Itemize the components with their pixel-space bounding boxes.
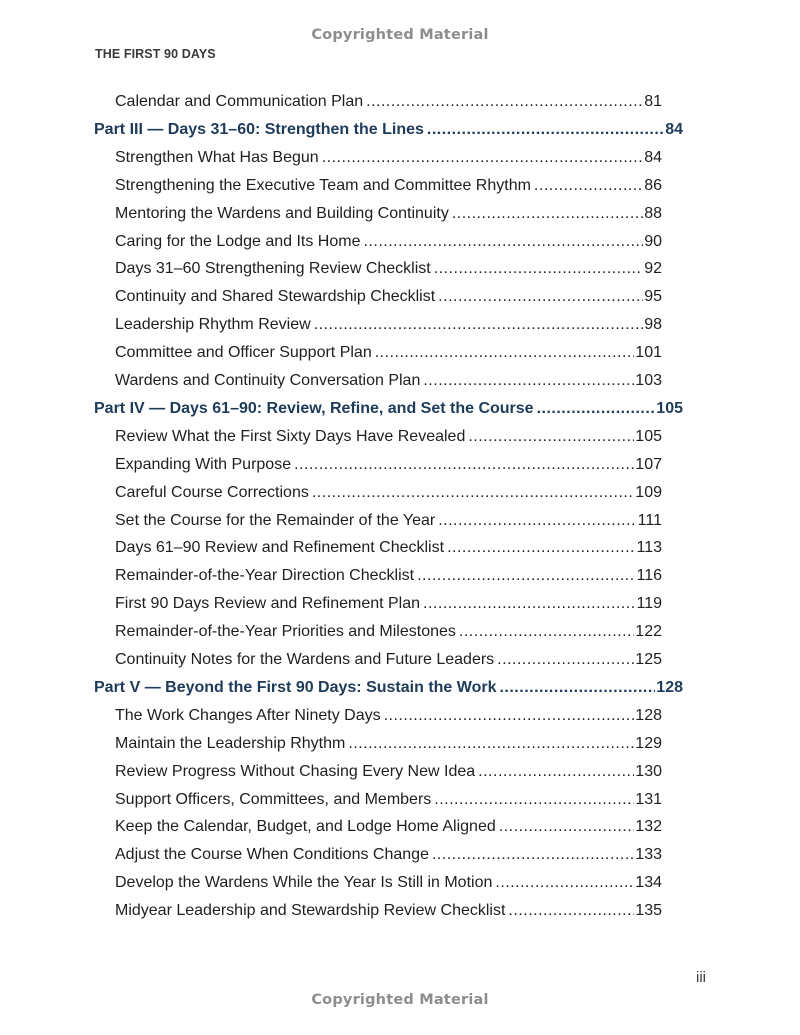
dot-leader [314,314,644,336]
toc-part-heading [94,119,683,141]
dot-leader [459,621,634,643]
toc-entry-page: 135 [635,902,662,920]
toc-entry [115,482,662,504]
copyright-notice-top: Copyrighted Material [311,27,489,43]
toc-entry [115,844,662,866]
toc-entry-page: 84 [665,120,683,138]
toc-entry-title: Adjust the Course When Conditions Change [115,846,429,864]
dot-leader [495,872,634,894]
toc-entry-title: Strengthening the Executive Team and Committee Rhythm [115,176,531,194]
toc-entry [115,872,662,894]
toc-entry-title: Mentoring the Wardens and Building Continuity [115,204,449,222]
toc-entry-title: Remainder-of-the-Year Priorities and Milestones [115,623,456,641]
dot-leader [452,203,643,225]
toc-entry-page: 128 [635,706,662,724]
dot-leader [423,593,635,615]
toc-entry-title: Expanding With Purpose [115,455,292,473]
dot-leader [427,119,664,141]
toc-entry-title: Remainder-of-the-Year Direction Checklist [115,567,415,585]
toc-entry-title: Set the Course for the Remainder of the Year [115,511,436,529]
toc-entry-title: Midyear Leadership and Stewardship Review Checklist [115,902,506,920]
toc-entry [115,342,662,364]
toc-entry-page: 133 [635,846,662,864]
toc-entry-title: Wardens and Continuity Conversation Plan [115,372,421,389]
dot-leader [438,286,643,308]
toc-entry-title: Part V — Beyond the First 90 Days: Sustain the Work [94,678,497,696]
toc-entry-title: Support Officers, Committees, and Members [115,790,432,808]
toc-entry [115,314,662,336]
toc-entry-page: 95 [644,288,662,306]
toc-entry-page: 116 [636,567,662,585]
toc-entry [115,510,662,532]
dot-leader [438,510,636,532]
toc-entry-title: The Work Changes After Ninety Days [115,706,381,724]
dot-leader [312,482,634,504]
toc-entry-title: Part IV — Days 61–90: Review, Refine, and Set the Course [94,399,534,417]
dot-leader [434,789,634,811]
toc-entry-page: 132 [635,818,662,836]
toc-entry-page: 81 [644,93,662,110]
dot-leader [434,258,643,280]
toc-entry-title: Continuity and Shared Stewardship Checklist [115,288,436,306]
toc-entry-page: 109 [635,483,662,501]
toc-entry-page: 129 [635,734,662,752]
toc-entry [115,203,662,225]
toc-entry [115,286,662,308]
toc-entry [115,454,662,476]
toc-entry-page: 105 [635,427,662,445]
toc-entry-title: Develop the Wardens While the Year Is Still in Motion [115,874,493,892]
dot-leader [534,175,643,197]
toc-entry-page: 131 [635,790,662,808]
dot-leader [478,761,634,783]
toc-entry [115,147,662,169]
dot-leader [423,370,634,392]
copyright-notice-bottom: Copyrighted Material [311,992,489,1008]
toc-part-heading [94,398,683,420]
toc-entry-page: 86 [644,176,662,194]
toc-entry-page: 111 [637,511,662,529]
page-number: iii [696,969,706,986]
dot-leader [432,844,634,866]
toc-entry [115,91,662,113]
toc-part-heading [94,677,683,699]
toc-entry-title: Days 31–60 Strengthening Review Checklist [115,260,431,278]
toc-entry-page: 130 [635,762,662,780]
toc-entry [115,175,662,197]
toc-entry [115,761,662,783]
toc-entry-page: 122 [635,623,662,641]
dot-leader [417,565,635,587]
toc-entry [115,649,662,671]
toc-entry-title: Keep the Calendar, Budget, and Lodge Home Aligned [115,818,496,836]
dot-leader [499,816,635,838]
toc-entry-title: Leadership Rhythm Review [115,316,311,334]
toc-entry [115,258,662,280]
dot-leader [499,677,655,699]
toc-entry-title: Calendar and Communication Plan [115,93,364,110]
toc-entry-page: 98 [644,316,662,334]
toc-entry-title: Review Progress Without Chasing Every New Idea [115,762,476,780]
dot-leader [537,398,656,420]
toc-entry-page: 90 [644,232,662,250]
toc-entry-page: 84 [644,148,662,166]
toc-entry [115,565,662,587]
toc-entry-title: Caring for the Lodge and Its Home [115,232,361,250]
toc-entry-page: 105 [656,399,683,417]
toc-entry [115,733,662,755]
toc-entry-page: 134 [635,874,662,892]
toc-entry [115,705,662,727]
dot-leader [468,426,634,448]
dot-leader [348,733,634,755]
dot-leader [322,147,644,169]
toc-entry-page: 128 [656,678,683,696]
dot-leader [384,705,635,727]
dot-leader [508,900,634,922]
toc-entry-title: First 90 Days Review and Refinement Plan [115,595,421,613]
toc-entry-title: Days 61–90 Review and Refinement Checklist [115,539,445,557]
toc-entry [115,593,662,615]
toc-entry [115,789,662,811]
dot-leader [375,342,635,364]
toc-entry [115,537,662,559]
toc-entry-page: 125 [635,651,662,668]
toc-entry-title: Committee and Officer Support Plan [115,344,372,362]
toc-entry [115,231,662,253]
toc-entry-title: Continuity Notes for the Wardens and Future Leaders [115,651,495,668]
dot-leader [294,454,634,476]
toc-entry-title: Review What the First Sixty Days Have Revealed [115,427,466,445]
dot-leader [447,537,635,559]
toc-entry-title: Maintain the Leadership Rhythm [115,734,346,752]
dot-leader [366,91,643,113]
dot-leader [497,649,634,671]
toc-entry [115,370,662,392]
toc-entry-page: 92 [644,260,662,278]
toc-entry-title: Part III — Days 31–60: Strengthen the Lines [94,120,424,138]
toc-entry [115,426,662,448]
toc-entry-page: 101 [635,344,662,362]
toc-entry-title: Careful Course Corrections [115,483,309,501]
running-head: THE FIRST 90 DAYS [95,47,216,61]
toc-entry-page: 119 [636,595,662,613]
toc-entry-page: 103 [635,372,662,389]
dot-leader [363,231,643,253]
toc-entry-title: Strengthen What Has Begun [115,148,319,166]
toc-entry-page: 113 [636,539,662,557]
toc-entry [115,621,662,643]
toc-entry-page: 88 [644,204,662,222]
toc-entry-page: 107 [635,455,662,473]
toc-entry [115,900,662,922]
toc-entry [115,816,662,838]
